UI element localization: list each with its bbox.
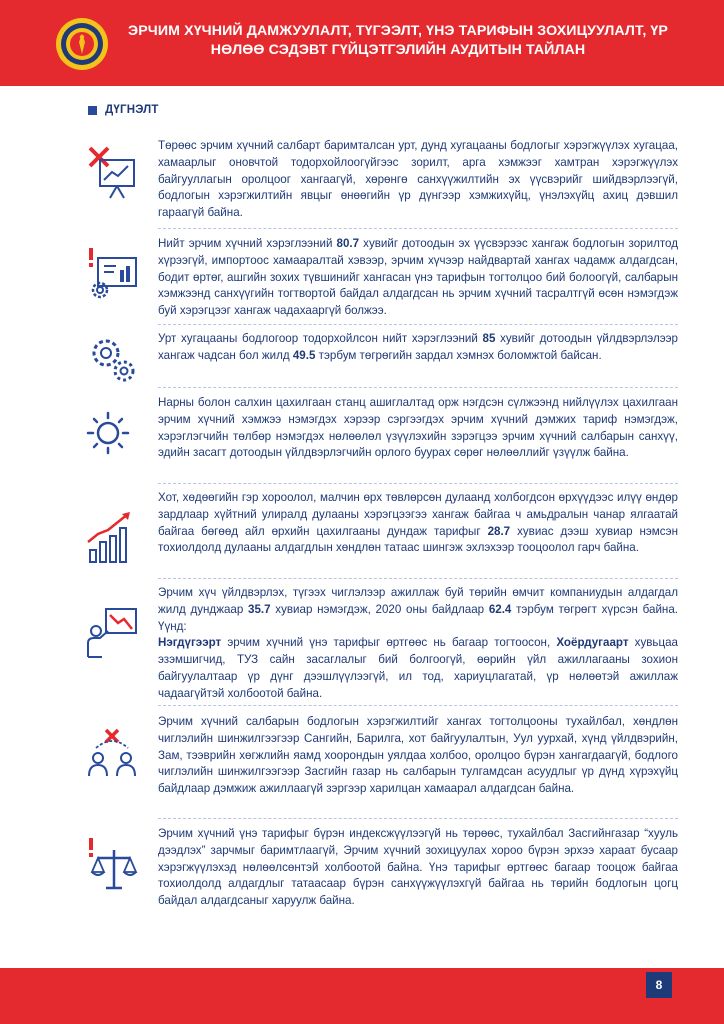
text-run: тэрбум төгрөгт хүрсэн байна. Үүнд: (158, 602, 678, 633)
paragraph-text: Эрчим хүчний үнэ тарифыг бүрэн индексжүүлээгүй нь төрөөс, тухайлбал Засгийнгазар “хууль дээдлэх” зарчмыг баримтлаагүй, Эрчим хүчний зохицуулах хороо бүрэн эрхээ хараат бусаар хэрэгжүүлэхэд нөлөөлсөнтэй холбоотой байна. Үнэ тарифыг өртгөөс багаар тооцож байгаа тохиолдолд алдагдлыг татаасаар бүрэн санхүүжүүлэхгүй байгаа нь төрийн бодлогын цогц байдал алдагдсаныг харуулж байна. (158, 827, 678, 908)
paragraph-text (158, 585, 678, 703)
conclusion-item-1 (86, 138, 676, 222)
text-run: Хот, хөдөөгийн гэр хороолол, малчин өрх төвлөрсөн дулаанд холбогдсон өрхүүдээс илүү өндөр зардлаар хүйтний улиралд дулааны хэрэгцээгээ хангаж байгаа ч амьдралын чанар ялгаатай байгаа бөгөөд айл өрхийн цахилгааны дундаж тарифыг (158, 491, 678, 538)
conclusion-item-8 (86, 826, 676, 926)
conclusion-item-4 (86, 395, 676, 479)
report-title (118, 22, 678, 60)
highlight-term: Нэгдүгээрт (158, 636, 222, 650)
text-run: эрчим хүчний үнэ тарифыг өртгөөс нь багаар тогтоосон, (221, 636, 557, 650)
conclusion-item-7 (86, 714, 676, 814)
text-run: хувийг дотоодын үйлдвэрлэлээр хангаж чадсан бол жилд (158, 332, 678, 362)
paragraph-text: Эрчим хүчний салбарын бодлогын хэрэгжилтийг хангах тогтолцооны тухайлбал, хөндлөн чиглэлийн шинжилгээгээр Сангийн, Барилга, хот байгуулалтын, Уул уурхай, хүнд үйлдвэрийн, Зам, тээврийн хөгжлийн яамд хоорондын уялдаа холбоо, оролцоо бүрэн хангагдаагүй, бодлого чиглэлийн шинжилгээгээр Засгийн газар нь салбарын тулгамдсан асуудлыг үр дүнд хүрэхүйц байдлаар дэмжиж ажиллаагүй зэргээр харилцан хамаарал алдагдсан байна. (158, 715, 678, 796)
divider (158, 578, 678, 579)
divider (158, 483, 678, 484)
paragraph-text: Төрөөс эрчим хүчний салбарт баримталсан урт, дунд хугацааны бодлогыг хэрэгжүүлэх хугацаа, хамаарлыг оновчтой тодорхойлоогүйгээс зорилт, арга хэмжээг хамтран хэрэгжүүлэх байгууллагын оролцоог хангаагүй, хөрөнгө санхүүжилтийн эх үүсвэрийг шийдвэрлээгүй, бодлогын хэрэгжилтийн явцыг өнөөгийн үр дүнгээр хэмжихүйц, үнэлэхүйц ахиц дэвшил гараагүй байна. (158, 139, 678, 220)
report-title-line1: ЭРЧИМ ХҮЧНИЙ ДАМЖУУЛАЛТ, ТҮГЭЭЛТ, ҮНЭ ТАРИФЫН ЗОХИЦУУЛАЛТ, ҮР (128, 23, 668, 39)
highlight-value: 85 (482, 332, 496, 345)
divider (158, 387, 678, 388)
footer-band (0, 968, 724, 1024)
text-run: Урт хугацааны бодлогоор тодорхойлсон нийт хэрэглээний (158, 332, 483, 345)
divider (158, 818, 678, 819)
text-run: хувьцаа эзэмшигчид, ТУЗ сайн засаглалыг бий болгоогүй, өөрийн үйл ажиллагааны зохион байгуулалтаар үр дүнг дээшлүүлээгүй, ил тод, хариуцлагатай, үр нөлөөтэй ажиллаж чадаагүйтэй холбоотой байна. (158, 636, 678, 700)
presenter-decline-icon (86, 607, 138, 663)
conclusion-item-5 (86, 490, 679, 574)
header-banner (0, 0, 724, 86)
paragraph-text (158, 490, 678, 557)
bullet-square-icon (88, 106, 97, 115)
text-run: Эрчим хүч үйлдвэрлэх, түгээх чиглэлээр ажиллаж буй төрийн өмчит компаниудын алдагдал жилд дунджаар (158, 586, 678, 616)
scales-icon (86, 838, 138, 894)
highlight-value: 49.5 (292, 348, 316, 362)
conclusion-item-3 (86, 331, 676, 383)
text-run: хувиас дээш хувиар нэмсэн тохиолдолд дулааны алдагдлын хөндлөн татаас шингэж эхлэхээр тооцоолол гарч байна. (158, 524, 679, 555)
paragraph-text (158, 331, 678, 365)
text-run: хувийг дотоодын эх үүсвэрээс хангаж бодлогын зорилтод хүрээгүй, импортоос хамааралтай хэвээр, эрчим хүчээр найдвартай хангах чадамж алдагдсан, бодит өртөг, ашгийн зохих түвшинийг хангасан үнэ тарифын тогтолцоо бий болоогүй, салбарын хэмжээнд санхүүгийн тогтвортой байдал алдагдсан нь эрчим хүчний тасралтгүй өсөн нэмэгдэж буй хэрэгцээг хангаж чадахааргүй болжээ. (158, 237, 678, 318)
highlight-value: 28.7 (487, 524, 511, 538)
people-conflict-icon (86, 728, 138, 784)
dashboard-gear-icon (86, 246, 138, 302)
text-run: тэрбум төгрөгийн зардал хэмнэх боломжтой байсан. (315, 348, 602, 362)
growth-chart-icon (86, 512, 138, 568)
highlight-term: Хоёрдугаарт (556, 636, 629, 650)
sun-icon (86, 407, 138, 463)
divider (158, 228, 678, 229)
presentation-cross-icon (86, 144, 138, 200)
text-run: Нийт эрчим хүчний хэрэглээний (158, 237, 337, 250)
state-emblem-icon (55, 17, 109, 71)
highlight-value: 62.4 (488, 602, 512, 616)
highlight-value: 35.7 (248, 602, 271, 616)
divider (158, 705, 678, 706)
report-title-line2: НӨЛӨӨ СЭДЭВТ ГҮЙЦЭТГЭЛИЙН АУДИТЫН ТАЙЛАН (210, 42, 586, 58)
conclusion-item-6 (86, 585, 676, 702)
text-run: хувиар нэмэгдэж, 2020 оны байдлаар (270, 602, 489, 616)
section-title: ДҮГНЭЛТ (105, 104, 159, 116)
page-number: 8 (646, 972, 672, 998)
section-heading (88, 104, 159, 116)
gears-icon (86, 331, 138, 387)
paragraph-text: Нарны болон салхин цахилгаан станц ашиглалтад орж нэгдсэн сүлжээнд нийлүүлэх цахилгаан эрчим хүчний хэмжээ нэмэгдэх хэрээр сэргээгдэх эрчим хүчний дэмжих тариф нэмэгдэж, хэрэглэгчийн төлбөр нэмэгдэх нөлөөлөл үзүүлэхийн зэрэгцээ эрчим хүчний салбарын санхүү, эдийн засагт дотоодын үйлдвэрлэгчийн орлого буурах сөрөг нөлөөллийг үзүүлж байна. (158, 396, 678, 460)
conclusion-item-2 (86, 236, 676, 320)
paragraph-text (158, 236, 678, 320)
divider (158, 324, 678, 325)
highlight-value: 80.7 (336, 237, 360, 250)
